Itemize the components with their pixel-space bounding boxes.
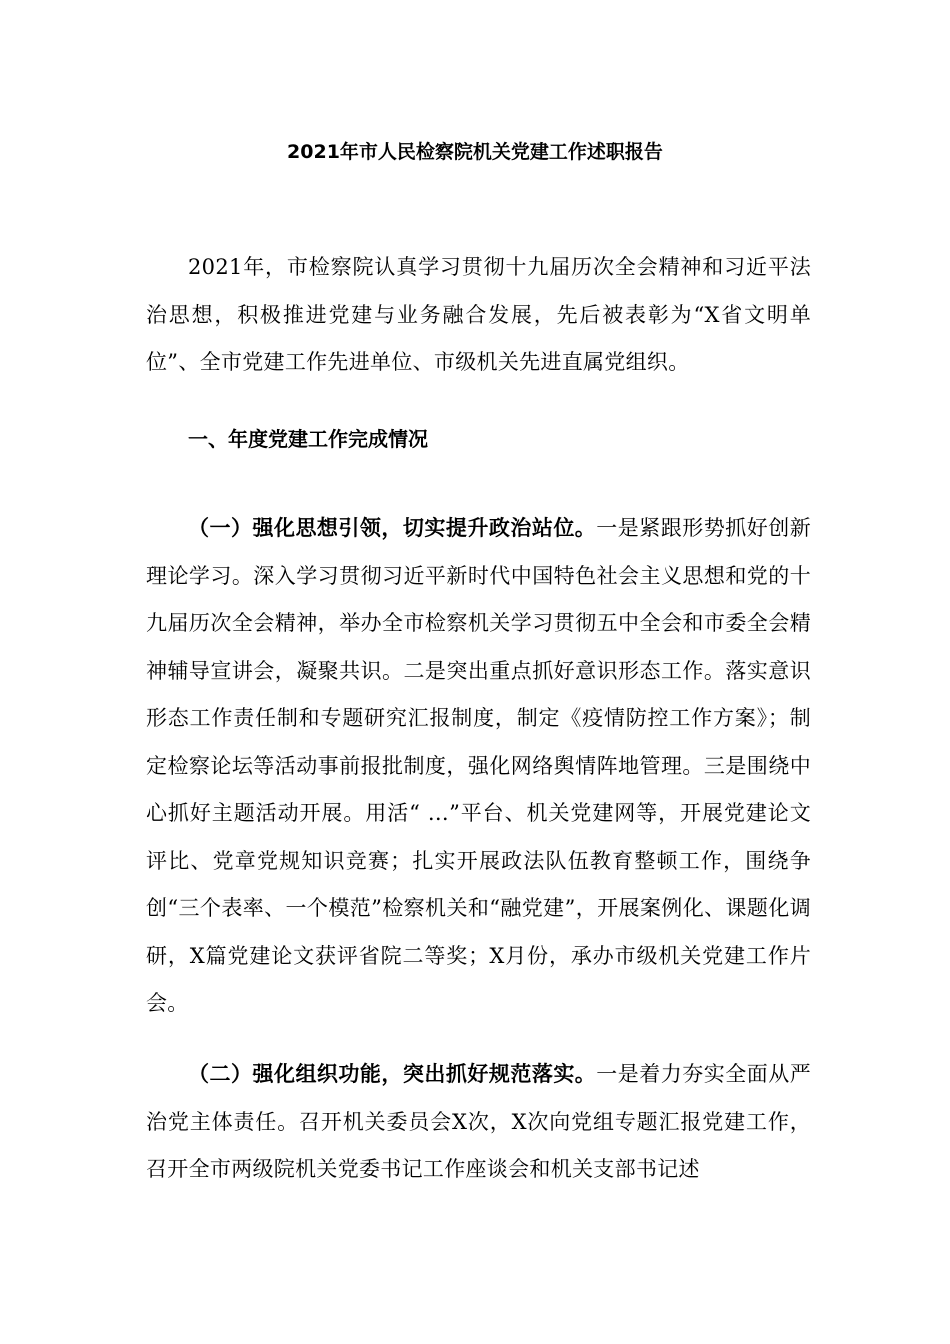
subsection-2-lead: （二）强化组织功能，突出抓好规范落实。 [188,1062,597,1086]
subsection-1-paragraph [146,505,811,1028]
subsection-2-paragraph [146,1051,811,1194]
document-title: 2021年市人民检察院机关党建工作述职报告 [287,141,663,163]
intro-paragraph: 2021年，市检察院认真学习贯彻十九届历次全会精神和习近平法治思想，积极推进党建与业务融合发展，先后被表彰为“X省文明单位”、全市党建工作先进单位、市级机关先进直属党组织。 [146,255,811,374]
subsection-1-body: 一是紧跟形势抓好创新理论学习。深入学习贯彻习近平新时代中国特色社会主义思想和党的十九届历次全会精神，举办全市检察机关学习贯彻五中全会和市委全会精神辅导宣讲会，凝聚共识。二是突出重点抓好意识形态工作。落实意识形态工作责任制和专题研究汇报制度，制定《疫情防控工作方案》；制定检察论坛等活动事前报批制度，强化网络舆情阵地管理。三是围绕中心抓好主题活动开展。用活“ …”平台、机关党建网等，开展党建论文评比、党章党规知识竞赛；扎实开展政法队伍教育整顿工作，围绕争创“三个表率、一个模范”检察机关和“融党建”，开展案例化、课题化调研，X篇党建论文获评省院二等奖；X月份，承办市级机关党建工作片会。 [146,516,811,1015]
subsection-2-body: 一是着力夯实全面从严治党主体责任。召开机关委员会X次，X次向党组专题汇报党建工作，召开全市两级院机关党委书记工作座谈会和机关支部书记述 [146,1062,811,1181]
subsection-1-lead: （一）强化思想引领，切实提升政治站位。 [188,516,597,540]
section-heading: 一、年度党建工作完成情况 [188,427,428,451]
